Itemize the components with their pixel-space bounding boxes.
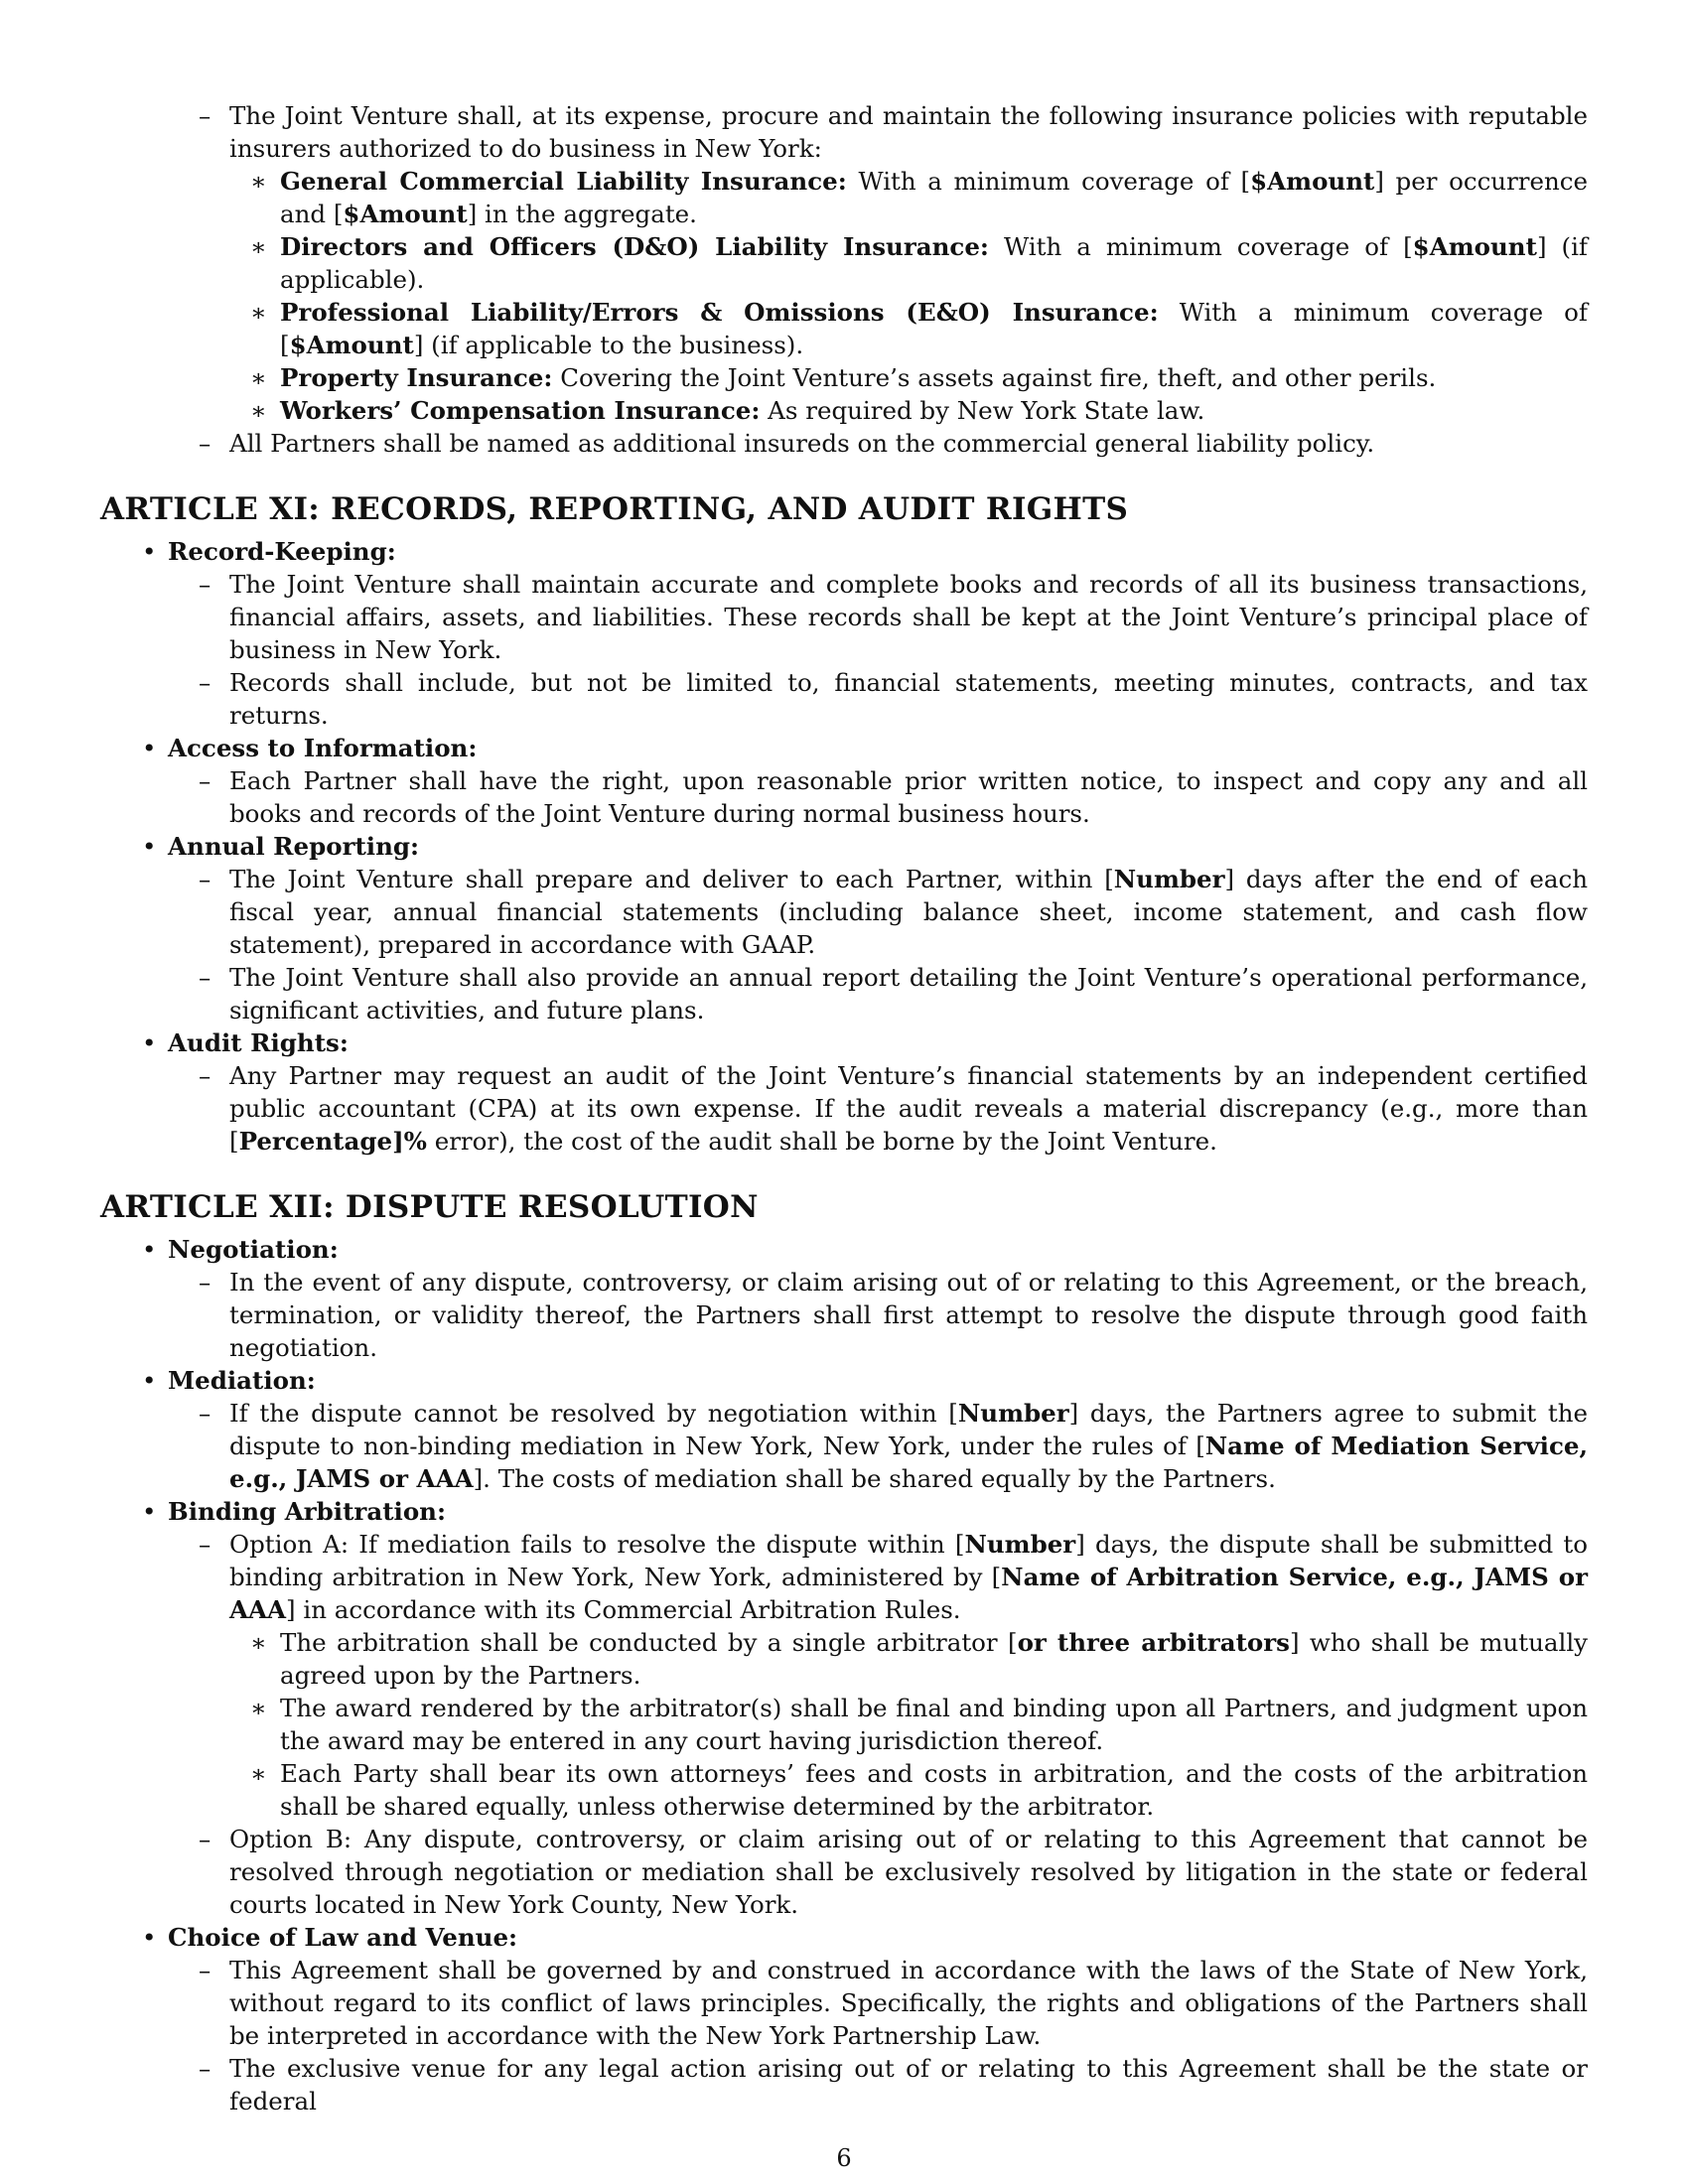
arbitration-award-clause: ∗ The award rendered by the arbitrator(s) shall be final and binding upon all Partners, and judgment upon the award may be entered in any court having jurisdiction thereof. bbox=[280, 1692, 1588, 1757]
audit-rights-item: • Audit Rights: bbox=[168, 1026, 1588, 1059]
audit-rights-clause-1: – Any Partner may request an audit of the Joint Venture’s financial statements by an independent certified public accountant (CPA) at its own expense. If the audit reveals a material discrepancy (e.g., more than [Percentage]% error), the cost of the audit shall be borne by the Joint Venture. bbox=[229, 1059, 1588, 1158]
option-a-clause: – Option A: If mediation fails to resolve the dispute within [Number] days, the dispute shall be submitted to binding arbitration in New York, New York, administered by [Name of Arbitration Service, e.g., JAMS or AAA] in accordance with its Commercial Arbitration Rules. bbox=[229, 1528, 1588, 1626]
annual-reporting-clause-2: – The Joint Venture shall also provide an annual report detailing the Joint Venture’s operational performance, significant activities, and future plans. bbox=[229, 961, 1588, 1026]
article-xi-heading: ARTICLE XI: RECORDS, REPORTING, AND AUDIT RIGHTS bbox=[100, 491, 1129, 527]
document-page bbox=[100, 99, 1588, 2117]
record-keeping-clause-1: – The Joint Venture shall maintain accurate and complete books and records of all its business transactions, financial affairs, assets, and liabilities. These records shall be kept at the Joint Venture’s principal place of business in New York. bbox=[229, 568, 1588, 666]
access-info-item: • Access to Information: bbox=[168, 732, 1588, 764]
insurance-wc-item: ∗ Workers’ Compensation Insurance: As required by New York State law. bbox=[280, 394, 1588, 427]
insurance-property-item: ∗ Property Insurance: Covering the Joint Venture’s assets against fire, theft, and other perils. bbox=[280, 361, 1588, 394]
negotiation-item: • Negotiation: bbox=[168, 1233, 1588, 1266]
insurance-intro: – The Joint Venture shall, at its expense, procure and maintain the following insurance policies with reputable insurers authorized to do business in New York: bbox=[229, 99, 1588, 165]
page-number: 6 bbox=[836, 2144, 852, 2172]
mediation-clause-1: – If the dispute cannot be resolved by negotiation within [Number] days, the Partners agree to submit the dispute to non-binding mediation in New York, New York, under the rules of [Name of Mediation Service, e.g., JAMS or AAA]. The costs of mediation shall be shared equally by the Partners. bbox=[229, 1397, 1588, 1495]
access-info-clause-1: – Each Partner shall have the right, upon reasonable prior written notice, to inspect and copy any and all books and records of the Joint Venture during normal business hours. bbox=[229, 764, 1588, 830]
choice-of-law-clause-2: – The exclusive venue for any legal action arising out of or relating to this Agreement shall be the state or federal bbox=[229, 2052, 1588, 2117]
choice-of-law-clause-1: – This Agreement shall be governed by and construed in accordance with the laws of the State of New York, without regard to its conflict of laws principles. Specifically, the rights and obligations of the Partners shall be interpreted in accordance with the New York Partnership Law. bbox=[229, 1954, 1588, 2052]
annual-reporting-item: • Annual Reporting: bbox=[168, 830, 1588, 863]
record-keeping-item: • Record-Keeping: bbox=[168, 535, 1588, 568]
choice-of-law-item: • Choice of Law and Venue: bbox=[168, 1921, 1588, 1954]
annual-reporting-clause-1: – The Joint Venture shall prepare and deliver to each Partner, within [Number] days after the end of each fiscal year, annual financial statements (including balance sheet, income statement, and cash flow statement), prepared in accordance with GAAP. bbox=[229, 863, 1588, 961]
binding-arbitration-item: • Binding Arbitration: bbox=[168, 1495, 1588, 1528]
negotiation-clause-1: – In the event of any dispute, controversy, or claim arising out of or relating to this Agreement, or the breach, termination, or validity thereof, the Partners shall first attempt to resolve the dispute through good faith negotiation. bbox=[229, 1266, 1588, 1364]
option-b-clause: – Option B: Any dispute, controversy, or claim arising out of or relating to this Agreement that cannot be resolved through negotiation or mediation shall be exclusively resolved by litigation in the state or federal courts located in New York County, New York. bbox=[229, 1823, 1588, 1921]
record-keeping-clause-2: – Records shall include, but not be limited to, financial statements, meeting minutes, contracts, and tax returns. bbox=[229, 666, 1588, 732]
insurance-eo-item: ∗ Professional Liability/Errors & Omissions (E&O) Insurance: With a minimum coverage of [$Amount] (if applicable to the business). bbox=[280, 296, 1588, 361]
wc-label: Workers’ Compensation Insurance: bbox=[280, 396, 761, 425]
arbitrator-count-clause: ∗ The arbitration shall be conducted by a single arbitrator [or three arbitrators] who shall be mutually agreed upon by the Partners. bbox=[280, 1626, 1588, 1692]
insurance-additional-insureds: – All Partners shall be named as additional insureds on the commercial general liability policy. bbox=[229, 427, 1588, 460]
gcl-label: General Commercial Liability Insurance: bbox=[280, 167, 847, 196]
mediation-item: • Mediation: bbox=[168, 1364, 1588, 1397]
do-label: Directors and Officers (D&O) Liability Insurance: bbox=[280, 232, 989, 261]
arbitration-fees-clause: ∗ Each Party shall bear its own attorneys’ fees and costs in arbitration, and the costs of the arbitration shall be shared equally, unless otherwise determined by the arbitrator. bbox=[280, 1757, 1588, 1823]
article-xii-heading: ARTICLE XII: DISPUTE RESOLUTION bbox=[100, 1189, 759, 1225]
property-label: Property Insurance: bbox=[280, 363, 553, 392]
insurance-do-item: ∗ Directors and Officers (D&O) Liability Insurance: With a minimum coverage of [$Amount] (if applicable). bbox=[280, 230, 1588, 296]
insurance-gcl-item: ∗ General Commercial Liability Insurance: With a minimum coverage of [$Amount] per occurrence and [$Amount] in the aggregate. bbox=[280, 165, 1588, 230]
eo-label: Professional Liability/Errors & Omissions (E&O) Insurance: bbox=[280, 298, 1159, 327]
